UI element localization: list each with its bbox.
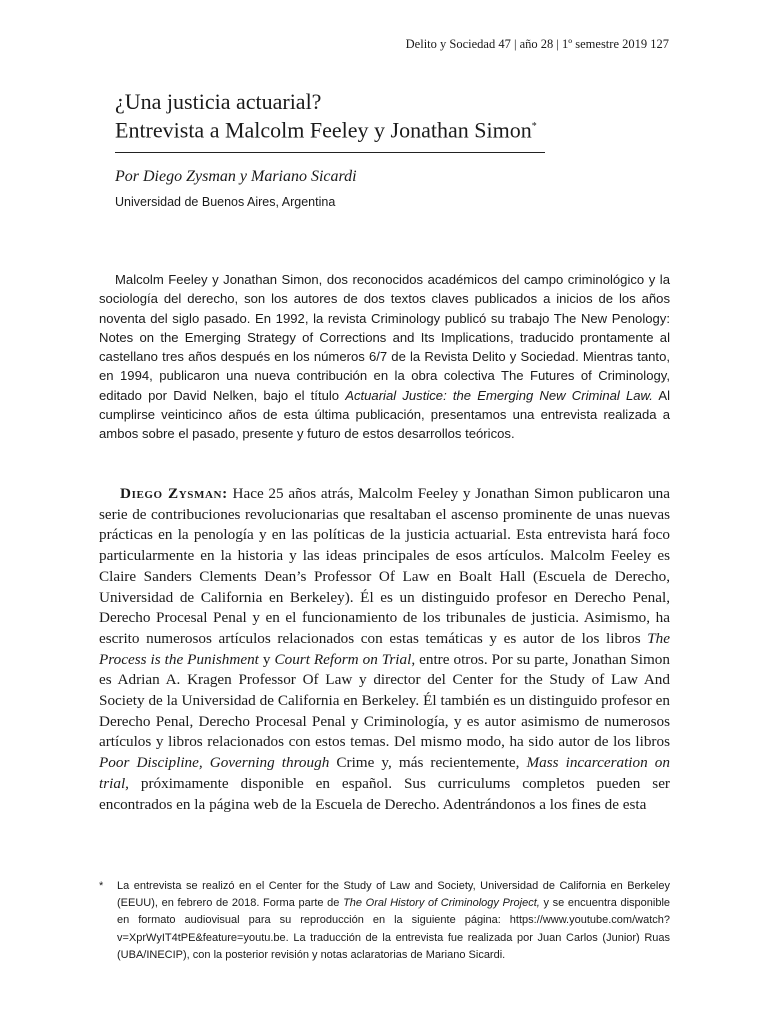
title-footnote-mark: *: [531, 121, 537, 132]
footnote-italic: The Oral History of Criminology Project,: [343, 897, 540, 910]
book-title-3: Poor Discipline, Governing through: [99, 754, 330, 772]
body-text-2: y: [258, 650, 275, 668]
book-title-2: Court Reform on Trial: [274, 650, 412, 668]
abstract-text-2: Al cumplirse veinticinco años de esta última publicación, presentamos una entrevista realizada a ambos sobre el pasado, presente y futuro de estos desarrollos teóricos.: [99, 387, 670, 442]
body-text-3: , entre otros. Por su parte, Jonathan Simon es Adrian A. Kragen Professor Of Law y director del Center for the Study of Law And Society de la Universidad de California en Berkeley. Él también es un distinguido profesor en Derecho Penal, Derecho Procesal Penal y Criminología, y es autor asimismo de numerosos artículos y libros relacionados con estos temas. Del mismo modo, ha sido autor de los libros: [99, 650, 670, 751]
title-divider: [115, 152, 545, 153]
footnote: [99, 878, 670, 964]
title-line-2: Entrevista a Malcolm Feeley y Jonathan Simon: [115, 117, 532, 143]
byline-authors: Por Diego Zysman y Mariano Sicardi: [115, 168, 357, 185]
footnote-mark: *: [99, 880, 104, 892]
byline-affiliation: Universidad de Buenos Aires, Argentina: [115, 195, 336, 209]
title-line-1: ¿Una justicia actuarial?: [115, 89, 322, 114]
body-text-1: Hace 25 años atrás, Malcolm Feeley y Jonathan Simon publicaron una serie de contribuciones revolucionarias que resaltaban el ascenso prominente de unas nuevas prácticas en la penología y en las políticas de la justicia actuarial. Esta entrevista hará foco particularmente en la historia y las ideas principales de esos artículos. Malcolm Feeley es Claire Sanders Clements Dean’s Professor Of Law en Boalt Hall (Escuela de Derecho, Universidad de California en Berkeley). Él es un distinguido profesor en Derecho Penal, Derecho Procesal Penal y en el funcionamiento de los tribunales de justicia. Asimismo, ha escrito numerosos artículos relacionados con estas temáticas y es autor de los libros: [99, 485, 670, 647]
book-title-1: The Process is the Punishment: [99, 629, 670, 668]
body-text-4: Crime y, más recientemente,: [329, 754, 527, 772]
abstract: [99, 270, 670, 444]
footnote-text-1: La entrevista se realizó en el Center for the Study of Law and Society, Universidad de California en Berkeley (EEUU), en febrero de 2018. Forma parte de: [117, 880, 670, 910]
body-text-5: , próximamente disponible en español. Sus curriculums completos pueden ser encontrados en la página web de la Escuela de Derecho. Adentrándonos a los fines de esta: [99, 774, 670, 813]
body-paragraph: [99, 484, 670, 815]
running-head: Delito y Sociedad 47 | año 28 | 1º semestre 2019 127: [405, 37, 669, 51]
speaker-label: Diego Zysman:: [120, 485, 228, 502]
footnote-text-2: y se encuentra disponible en formato audiovisual para su reproducción en la siguiente página: https://www.youtube.com/watch?v=XprWyIT4tPE&feature=youtu.be. La traducción de la entrevista fue realizada por Juan Carlos (Junior) Ruas (UBA/INECIP), con la posterior revisión y notas aclaratorias de Mariano Sicardi.: [117, 897, 671, 961]
book-title-4: Mass incarceration on trial: [99, 754, 670, 792]
abstract-text-1: Malcolm Feeley y Jonathan Simon, dos reconocidos académicos del campo criminológico y la sociología del derecho, son los autores de dos textos claves publicados a inicios de los años noventa del siglo pasado. En 1992, la revista Criminology publicó su trabajo The New Penology: Notes on the Emerging Strategy of Corrections and Its Implications, traducido prontamente al castellano tres años después en los números 6/7 de la Revista Delito y Sociedad. Mientras tanto, en 1994, publicaron una nueva contribución en la obra colectiva The Futures of Criminology, editado por David Nelken, bajo el título: [99, 272, 670, 403]
article-title: [115, 89, 585, 142]
abstract-italic-title: Actuarial Justice: the Emerging New Criminal Law.: [345, 387, 653, 403]
